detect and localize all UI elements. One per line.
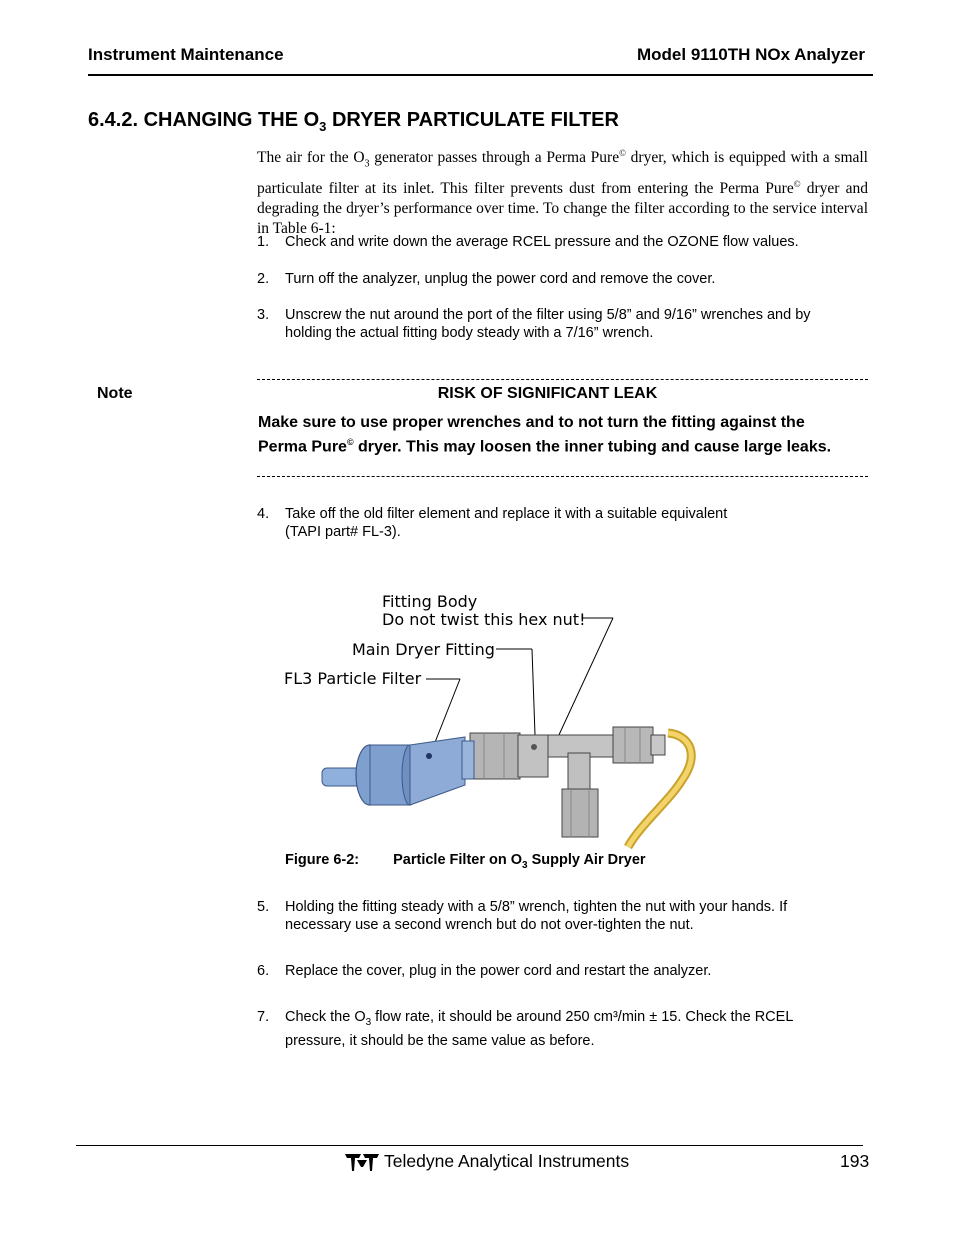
label-no-twist: Do not twist this hex nut! (382, 610, 586, 629)
note-label: Note (97, 385, 133, 402)
step-text: Check the $O_3$ flow rate, it should be around 250 cm³/min ± 15. Check the RCEL pressure, it should be the same value as before. (285, 1009, 793, 1049)
teledyne-logo-icon (345, 1152, 379, 1172)
step-text: Check and write down the average RCEL pressure and the OZONE flow values. (285, 234, 799, 250)
step-number: 2. (257, 271, 270, 287)
note-top-divider (257, 379, 868, 380)
filter-dryer-illustration (270, 585, 700, 850)
step-number: 5. (257, 899, 270, 915)
label-fitting-body: Fitting Body (382, 592, 478, 611)
step-3 (257, 306, 857, 342)
label-main-dryer-fitting: Main Dryer Fitting (352, 640, 495, 659)
footer-company: Teledyne Analytical Instruments (384, 1151, 630, 1171)
step-7 (257, 1008, 857, 1050)
footer-rule (76, 1145, 863, 1146)
step-2 (257, 270, 857, 288)
footer-page-number: 193 (840, 1151, 870, 1171)
note-body: Make sure to use proper wrenches and to not turn the fitting against the Perma Pure© dryer. This may loosen the inner tubing and cause large leaks. (258, 414, 832, 455)
step-4 (257, 505, 857, 541)
step-text: Take off the old filter element and replace it with a suitable equivalent (TAPI part# FL-3). (285, 506, 728, 540)
note-bottom-divider (257, 476, 868, 477)
step-text: Unscrew the nut around the port of the filter using 5/8” and 9/16” wrenches and by holding the actual fitting body steady with a 7/16” wrench. (285, 307, 811, 341)
header-model-title: Model 9110TH NOx Analyzer (636, 45, 865, 64)
header-rule (88, 74, 873, 76)
step-1 (257, 233, 857, 251)
step-number: 1. (257, 234, 270, 250)
step-number: 7. (257, 1009, 270, 1025)
step-number: 6. (257, 963, 270, 979)
particle-filter (322, 737, 474, 805)
step-number: 4. (257, 506, 270, 522)
step-text: Turn off the analyzer, unplug the power cord and remove the cover. (285, 271, 716, 287)
main-dryer-fitting (470, 733, 548, 779)
step-number: 3. (257, 307, 270, 323)
section-title: 6.4.2. CHANGING THE $O_3$ DRYER PARTICULATE FILTER (88, 109, 619, 134)
figure-caption: Figure 6-2: Particle Filter on $O_3$ Supply Air Dryer (285, 852, 646, 871)
intro-paragraph: The air for the $O_3$ generator passes through a Perma Pure© dryer, which is equipped with a small particulate filter at its inlet. This filter prevents dust from entering the Perma Pure© dryer and degrading the dryer’s performance over time. To change the filter according to the service interval in Table 6-1: (257, 148, 868, 238)
step-text: Replace the cover, plug in the power cord and restart the analyzer. (285, 963, 712, 979)
step-text: Holding the fitting steady with a 5/8” wrench, tighten the nut with your hands. If necessary use a second wrench but do not over-tighten the nut. (285, 899, 788, 933)
step-6 (257, 962, 857, 980)
step-5 (257, 898, 857, 934)
label-fl3-filter: FL3 Particle Filter (284, 669, 422, 688)
note-heading: RISK OF SIGNIFICANT LEAK (437, 385, 658, 402)
header-section-title: Instrument Maintenance (88, 45, 284, 64)
